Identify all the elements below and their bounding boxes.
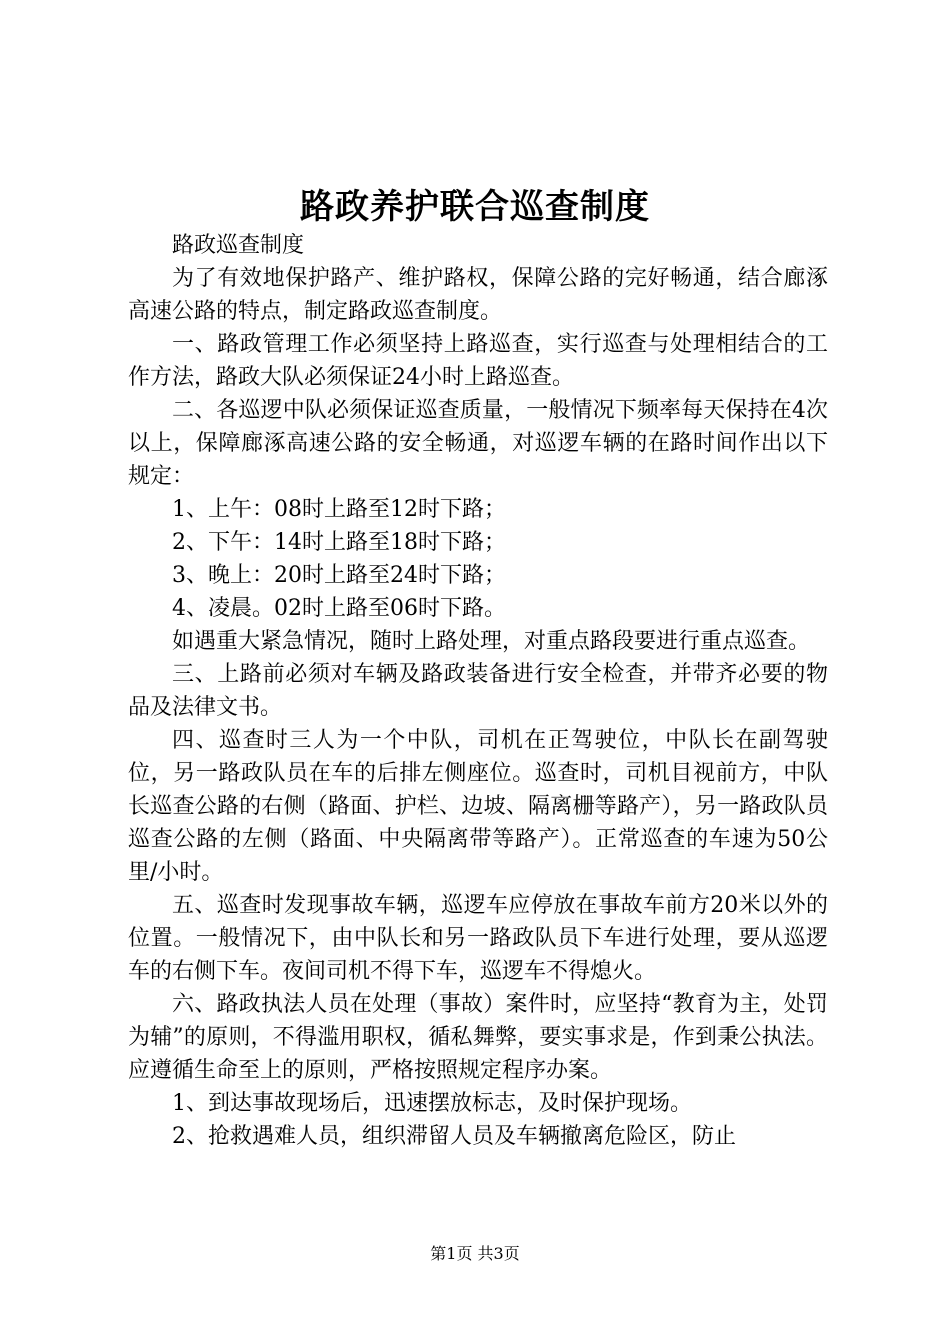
list-item: 2、抢救遇难人员，组织滞留人员及车辆撤离危险区，防止 [172, 1124, 736, 1149]
paragraph: 五、巡查时发现事故车辆，巡逻车应停放在事故车前方20米以外的位置。一般情况下，由中队长和另一路政队员下车进行处理，要从巡逻车的右侧下车。夜间司机不得下车，巡逻车不得熄火。 [128, 893, 828, 984]
paragraph: 一、路政管理工作必须坚持上路巡查，实行巡查与处理相结合的工作方法，路政大队必须保证24小时上路巡查。 [128, 332, 828, 390]
document-title: 路政养护联合巡查制度 [300, 187, 650, 227]
paragraph: 如遇重大紧急情况，随时上路处理，对重点路段要进行重点巡查。 [172, 629, 811, 654]
paragraph: 为了有效地保护路产、维护路权，保障公路的完好畅通，结合廊涿高速公路的特点，制定路政巡查制度。 [128, 266, 828, 324]
paragraph: 二、各巡逻中队必须保证巡查质量，一般情况下频率每天保持在4次以上，保障廊涿高速公路的安全畅通，对巡逻车辆的在路时间作出以下规定： [128, 398, 828, 489]
paragraph: 六、路政执法人员在处理（事故）案件时，应坚持“教育为主，处罚为辅”的原则，不得滥用职权，循私舞弊，要实事求是，作到秉公执法。应遵循生命至上的原则，严格按照规定程序办案。 [128, 992, 828, 1083]
list-item: 1、到达事故现场后，迅速摆放标志，及时保护现场。 [172, 1091, 692, 1116]
page-number-footer: 第1页 共3页 [430, 1244, 520, 1263]
paragraph: 四、巡查时三人为一个中队，司机在正驾驶位，中队长在副驾驶位，另一路政队员在车的后排左侧座位。巡查时，司机目视前方，中队长巡查公路的右侧（路面、护栏、边坡、隔离栅等路产），另一路政队员巡查公路的左侧（路面、中央隔离带等路产）。正常巡查的车速为50公里/小时。 [128, 728, 828, 885]
list-item: 2、下午：14时上路至18时下路； [172, 530, 506, 555]
document-body [128, 229, 828, 1153]
paragraph-heading: 路政巡查制度 [172, 233, 305, 258]
list-item: 3、晚上：20时上路至24时下路； [172, 563, 506, 588]
list-item: 1、上午：08时上路至12时下路； [172, 497, 506, 522]
list-item: 4、凌晨。02时上路至06时下路。 [172, 596, 506, 621]
paragraph: 三、上路前必须对车辆及路政装备进行安全检查，并带齐必要的物品及法律文书。 [128, 662, 828, 720]
